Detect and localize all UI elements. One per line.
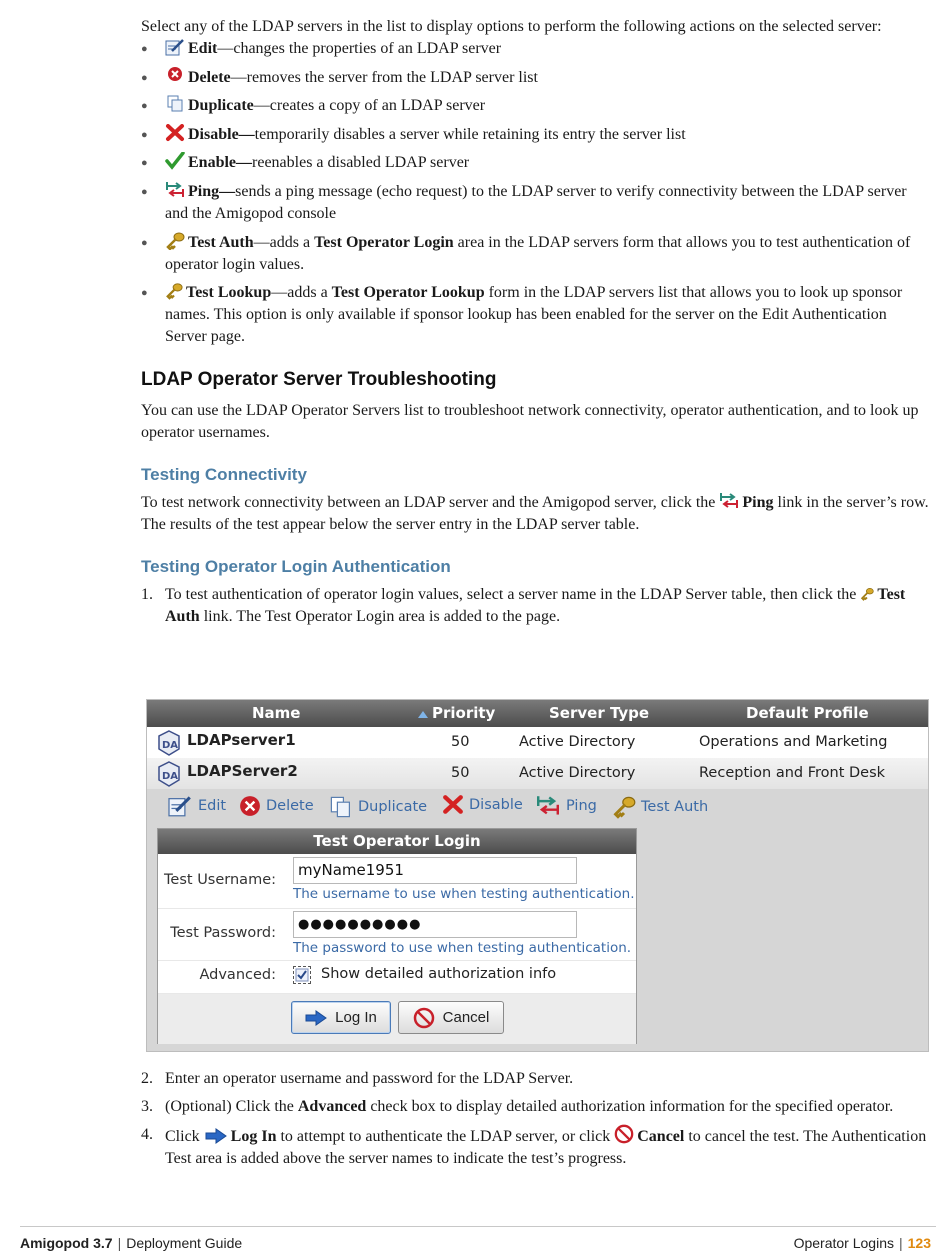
form-buttons — [158, 994, 636, 1044]
ping-icon — [535, 795, 561, 817]
server-type: Active Directory — [519, 734, 636, 750]
enable-icon — [165, 152, 185, 170]
footer-left: Amigopod 3.7 | Deployment Guide — [20, 1235, 243, 1251]
action-term: Delete — [188, 68, 231, 86]
subheading-login-auth: Testing Operator Login Authentication — [141, 557, 451, 577]
edit-link[interactable]: Edit — [167, 795, 226, 817]
ping-icon — [719, 492, 739, 510]
main-text — [141, 16, 931, 634]
server-name[interactable]: LDAPserver1 — [187, 731, 296, 749]
username-hint: The username to use when testing authentication. — [293, 886, 635, 902]
advanced-checkbox[interactable] — [293, 966, 311, 984]
list-item — [141, 124, 931, 146]
list-item: 4. Click Log In to attempt to authenticate the LDAP server, or click Cancel to cancel the test. The Authentication Test area is added above the server names to indicate the test’s progress. — [141, 1126, 927, 1167]
delete-icon — [165, 67, 185, 85]
form-title: Test Operator Login — [158, 829, 636, 854]
advanced-label: Advanced: — [199, 967, 276, 983]
action-term: Enable— — [188, 154, 253, 172]
arrow-right-icon — [204, 1128, 228, 1144]
checkmark-icon — [294, 967, 310, 983]
action-term: Test Lookup — [186, 284, 272, 302]
delete-icon — [239, 795, 261, 817]
server-name[interactable]: LDAPServer2 — [187, 762, 298, 780]
svg-text:DA: DA — [162, 740, 179, 751]
key-icon — [165, 282, 183, 300]
server-profile: Operations and Marketing — [699, 734, 888, 750]
section-heading: LDAP Operator Server Troubleshooting — [141, 369, 497, 391]
footer-right: Operator Logins | 123 — [793, 1235, 931, 1251]
list-item: 2. Enter an operator username and password for the LDAP Server. — [141, 1070, 574, 1087]
list-item — [141, 152, 931, 174]
server-type: Active Directory — [519, 765, 636, 781]
password-input[interactable]: ●●●●●●●●●● — [293, 911, 577, 938]
duplicate-icon — [329, 795, 353, 819]
edit-icon — [165, 38, 185, 56]
ping-icon — [165, 181, 185, 199]
intro-paragraph: Select any of the LDAP servers in the list to display options to perform the following actions on the selected server: — [141, 18, 882, 35]
action-term: Ping— — [188, 182, 236, 200]
test-auth-link[interactable]: Test Auth — [612, 795, 708, 819]
sort-ascending-icon — [418, 711, 428, 718]
svg-text:DA: DA — [162, 771, 179, 782]
action-term: Edit — [188, 40, 218, 57]
action-desc: sends a ping message (echo request) to the LDAP server to verify connectivity between the LDAP server and the Amigopod console — [165, 182, 907, 222]
steps-list — [141, 584, 931, 628]
edit-icon — [167, 795, 193, 817]
disable-icon — [165, 124, 185, 142]
server-icon — [157, 730, 181, 756]
username-label: Test Username: — [164, 872, 276, 888]
table-header — [147, 700, 928, 727]
username-input[interactable]: myName1951 — [293, 857, 577, 884]
footer-product: Amigopod 3.7 — [20, 1235, 113, 1251]
footer-divider — [20, 1226, 936, 1227]
column-default-profile[interactable]: Default Profile — [746, 704, 869, 722]
action-desc: removes the server from the LDAP server list — [246, 68, 538, 86]
advanced-checkbox-label[interactable]: Show detailed authorization info — [321, 966, 557, 982]
server-priority: 50 — [451, 765, 470, 781]
password-label: Test Password: — [170, 925, 276, 941]
list-item: ● Delete—removes the server from the LDAP server list — [141, 67, 931, 89]
action-term: Disable— — [188, 125, 255, 143]
test-operator-login-form — [157, 828, 637, 1044]
footer-guide: Deployment Guide — [126, 1235, 243, 1251]
action-desc: changes the properties of an LDAP server — [233, 40, 502, 57]
key-icon — [860, 586, 874, 602]
table-row[interactable] — [147, 758, 928, 789]
action-term: Test Auth — [188, 233, 254, 251]
page-number: 123 — [907, 1235, 931, 1251]
table-row[interactable] — [147, 727, 928, 758]
key-icon — [165, 232, 185, 250]
connectivity-paragraph: To test network connectivity between an LDAP server and the Amigopod server, click the Ping link in the server’s row. The results of the test appear below the server entry in the LDAP server table. — [141, 494, 929, 534]
cancel-icon — [413, 1007, 435, 1029]
column-name[interactable]: Name — [252, 704, 301, 722]
server-profile: Reception and Front Desk — [699, 765, 886, 781]
server-priority: 50 — [451, 734, 470, 750]
disable-icon — [442, 795, 464, 815]
remaining-steps — [141, 1068, 931, 1176]
action-desc: temporarily disables a server while retaining its entry the server list — [254, 125, 686, 143]
action-list — [141, 38, 931, 348]
list-item: ● Test Lookup—adds a Test Operator Lookup form in the LDAP servers list that allows you to look up sponsor names. This option is only available if sponsor lookup has been enabled for the server on the Edit Authentication Server page. — [141, 282, 931, 348]
section-paragraph: You can use the LDAP Operator Servers list to troubleshoot network connectivity, operator authentication, and to look up operator usernames. — [141, 402, 919, 442]
action-desc: reenables a disabled LDAP server — [252, 154, 470, 172]
server-icon — [157, 761, 181, 787]
disable-link[interactable]: Disable — [442, 795, 523, 815]
list-item: ● Test Auth—adds a Test Operator Login area in the LDAP servers form that allows you to test authentication of operator login values. — [141, 232, 931, 276]
delete-link[interactable]: Delete — [239, 795, 314, 817]
ping-link[interactable]: Ping — [535, 795, 597, 817]
row-actions — [147, 789, 928, 823]
cancel-button[interactable]: Cancel — [398, 1001, 504, 1034]
cancel-icon — [614, 1124, 634, 1144]
password-hint: The password to use when testing authentication. — [293, 940, 632, 956]
list-item — [141, 181, 931, 225]
column-server-type[interactable]: Server Type — [549, 704, 650, 722]
subheading-connectivity: Testing Connectivity — [141, 465, 307, 485]
ldap-server-screenshot — [146, 699, 929, 1052]
list-item: ● Edit—changes the properties of an LDAP server — [141, 38, 931, 60]
list-item: ● Duplicate—creates a copy of an LDAP server — [141, 95, 931, 117]
footer-chapter: Operator Logins — [793, 1235, 894, 1251]
action-desc: creates a copy of an LDAP server — [269, 97, 486, 115]
key-icon — [612, 795, 636, 819]
log-in-button[interactable]: Log In — [291, 1001, 391, 1034]
arrow-right-icon — [305, 1010, 327, 1026]
duplicate-link[interactable]: Duplicate — [329, 795, 427, 819]
advanced-row — [158, 961, 636, 994]
list-item: 3. (Optional) Click the Advanced check box to display detailed authorization information for the specified operator. — [141, 1098, 894, 1115]
duplicate-icon — [165, 95, 185, 113]
password-row — [158, 909, 636, 961]
list-item: 1. To test authentication of operator login values, select a server name in the LDAP Server table, then click the Test Auth link. The Test Operator Login area is added to the page. — [141, 586, 906, 626]
action-term: Duplicate — [188, 97, 254, 115]
username-row — [158, 854, 636, 909]
column-priority[interactable]: Priority — [432, 704, 496, 722]
steps-list — [141, 1068, 931, 1170]
